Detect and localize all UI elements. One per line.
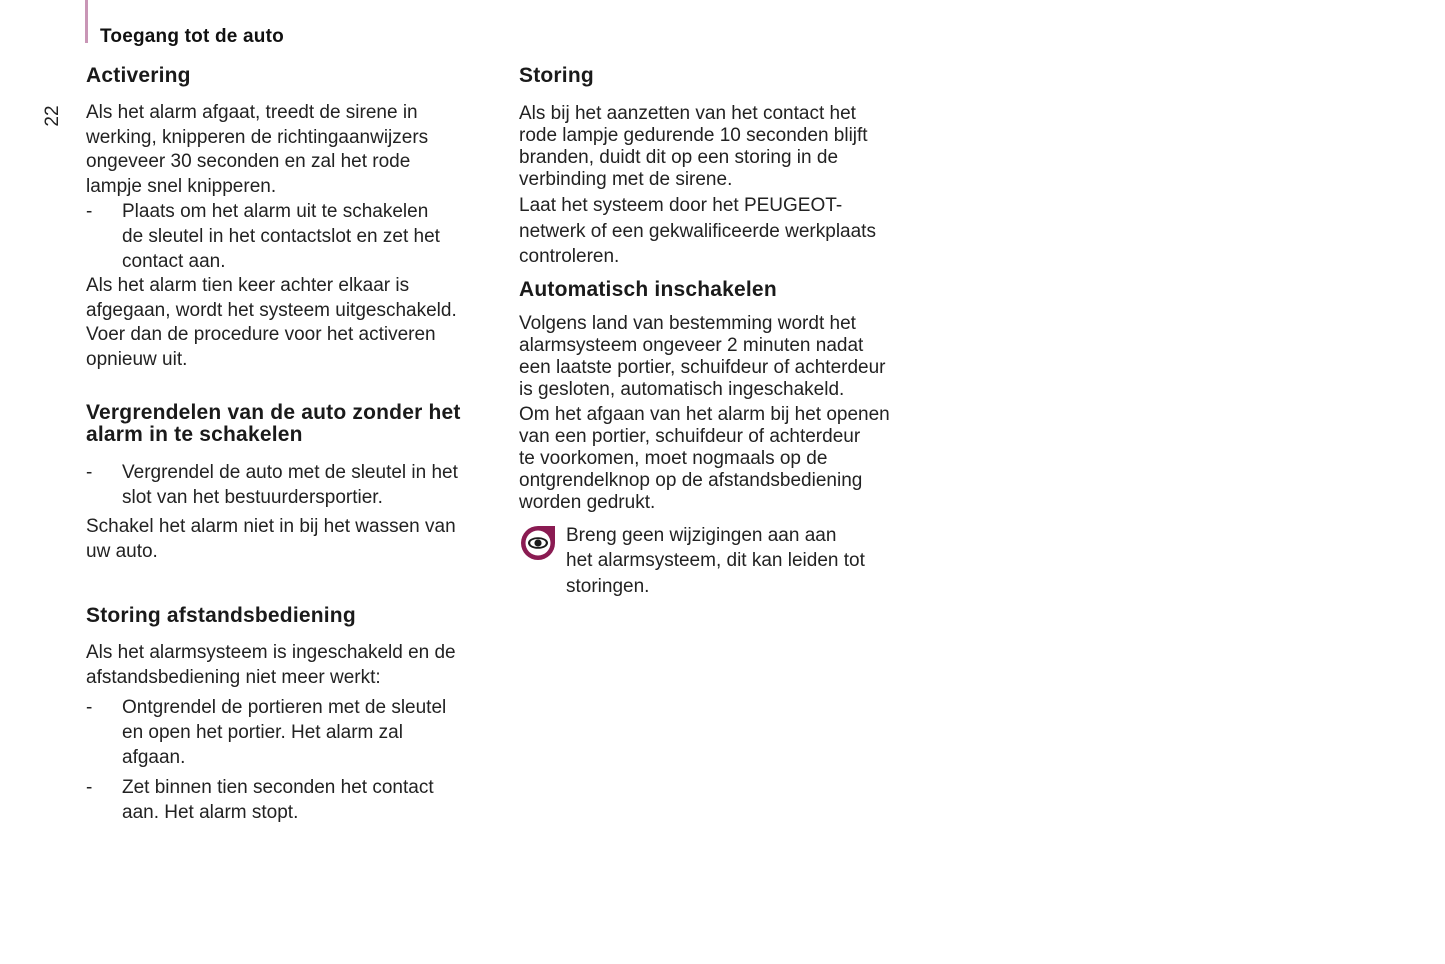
activering-paragraph-2: Als het alarm tien keer achter elkaar is afgegaan, wordt het systeem uitgeschakeld. Voer dan de procedure voor het activeren opnieuw uit. <box>86 275 457 370</box>
storing-paragraph-1: Als bij het aanzetten van het contact het rode lampje gedurende 10 seconden blijft branden, duidt dit op een storing in de verbinding met de sirene. <box>519 103 868 190</box>
activering-bullet-1: - Plaats om het alarm uit te schakelen de sleutel in het contactslot en zet het contact aan. <box>86 201 440 272</box>
heading-storing: Storing <box>519 64 594 87</box>
heading-activering: Activering <box>86 64 191 87</box>
warning-note <box>519 523 929 600</box>
heading-vergrendelen: Vergrendelen van de auto zonder het alarm in te schakelen <box>86 401 461 446</box>
storing-afstandsbediening-paragraph-1: Als het alarmsysteem is ingeschakeld en de afstandsbediening niet meer werkt: <box>86 642 456 688</box>
activering-paragraph-1: Als het alarm afgaat, treedt de sirene in werking, knipperen de richtingaanwijzers ongeveer 30 seconden en zal het rode lampje snel knipperen. <box>86 102 429 197</box>
right-column <box>519 64 929 599</box>
left-column <box>86 64 496 825</box>
running-header: Toegang tot de auto <box>100 26 284 47</box>
warning-note-text: Breng geen wijzigingen aan aan het alarmsysteem, dit kan leiden tot storingen. <box>566 524 865 597</box>
heading-automatisch-inschakelen: Automatisch inschakelen <box>519 277 777 301</box>
storing-paragraph-2: Laat het systeem door het PEUGEOT- netwerk of een gekwalificeerde werkplaats controleren. <box>519 195 876 267</box>
vergrendelen-bullet-1: - Vergrendel de auto met de sleutel in het slot van het bestuurdersportier. <box>86 462 458 508</box>
automatisch-paragraph-2: Om het afgaan van het alarm bij het openen van een portier, schuifdeur of achterdeur te voorkomen, moet nogmaals op de ontgrendelknop op de afstandsbediening worden gedrukt. <box>519 403 890 513</box>
automatisch-paragraph-1: Volgens land van bestemming wordt het alarmsysteem ongeveer 2 minuten nadat een laatste portier, schuifdeur of achterdeur is gesloten, automatisch ingeschakeld. <box>519 312 886 400</box>
storing-afstandsbediening-bullet-2: - Zet binnen tien seconden het contact aan. Het alarm stopt. <box>86 777 434 823</box>
page-number: 22 <box>42 105 63 127</box>
vergrendelen-paragraph-1: Schakel het alarm niet in bij het wassen van uw auto. <box>86 516 456 562</box>
header-accent-bar <box>85 0 88 43</box>
eye-icon <box>519 524 557 562</box>
heading-storing-afstandsbediening: Storing afstandsbediening <box>86 604 356 627</box>
storing-afstandsbediening-bullet-1: - Ontgrendel de portieren met de sleutel en open het portier. Het alarm zal afgaan. <box>86 697 447 768</box>
